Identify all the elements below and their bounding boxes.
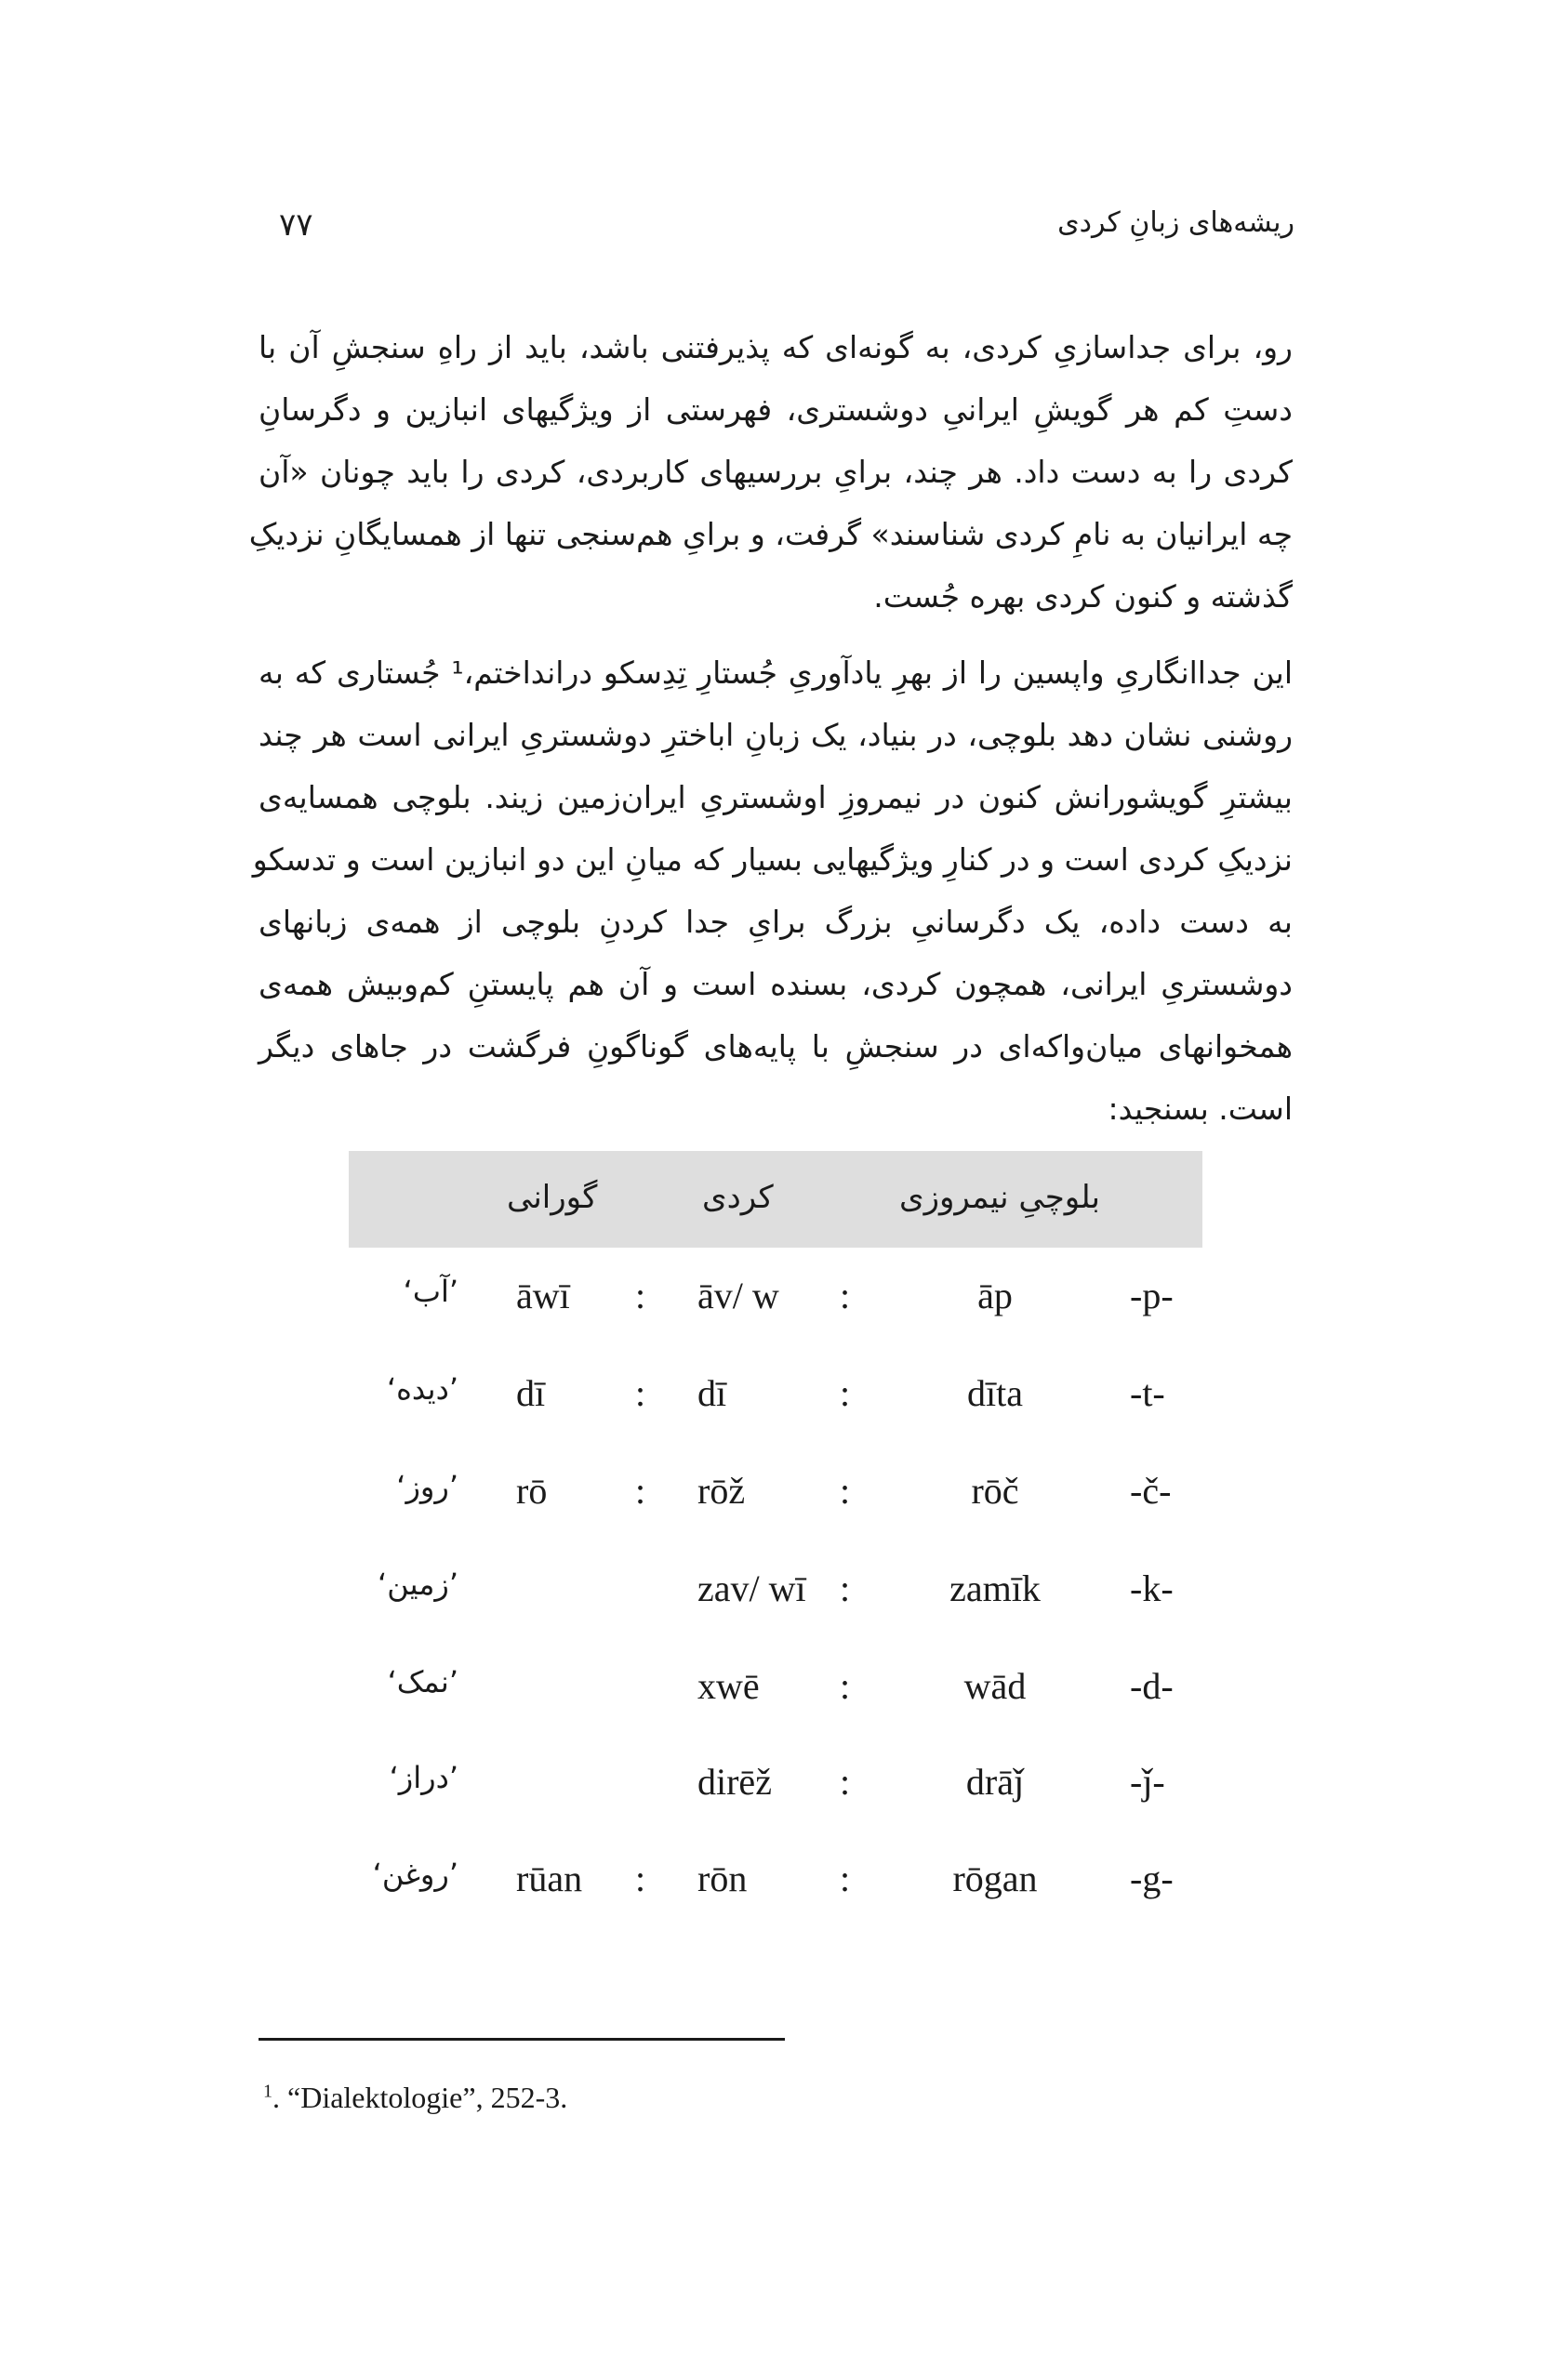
paragraph-line: کردی را به دست داد. هر چند، برایِ بررسیهای کاربردی، کردی را باید چونان «آن xyxy=(259,454,1293,490)
header-gorani: گورانی xyxy=(507,1179,598,1216)
paragraph-line: دستِ کم هر گویشِ ایرانیِ دوشستری، فهرستی از ویژگیهای انبازین و دگرسانِ xyxy=(259,391,1293,428)
table-row xyxy=(0,1274,1553,1329)
gloss-cell: ’نمک‘ xyxy=(387,1664,458,1699)
phoneme-cell: -d- xyxy=(1130,1665,1174,1707)
separator-colon: : xyxy=(840,1470,851,1512)
paragraph-line: گذشته و کنون کردی بهره جُست. xyxy=(873,578,1293,615)
gorani-cell: rūan xyxy=(516,1858,583,1899)
paragraph-line: همخوانهای میان‌واکه‌ای در سنجشِ با پایه‌های گوناگونِ فرگشت در جاهای دیگر xyxy=(259,1028,1293,1064)
table-row xyxy=(0,1760,1553,1816)
table-row xyxy=(0,1469,1553,1525)
kurdi-cell: dī xyxy=(697,1372,727,1414)
separator-colon: : xyxy=(840,1665,851,1707)
separator-colon: : xyxy=(635,1858,646,1899)
paragraph-2 xyxy=(252,641,1293,1140)
separator-colon: : xyxy=(840,1858,851,1899)
table-row xyxy=(0,1664,1553,1720)
table-row xyxy=(0,1567,1553,1622)
baluchi-cell: drāǰ xyxy=(965,1761,1025,1803)
baluchi-cell: dīta xyxy=(967,1372,1023,1414)
kurdi-cell: dirēž xyxy=(697,1761,772,1803)
gloss-cell: ’روغن‘ xyxy=(372,1857,458,1892)
paragraph-line: این جداانگاریِ واپسین را از بهرِ یادآوریِ جُستارِ تِدِسکو درانداختم،¹ جُستاری که به xyxy=(259,654,1293,691)
separator-colon: : xyxy=(635,1372,646,1414)
separator-colon: : xyxy=(635,1275,646,1316)
gloss-cell: ’دیده‘ xyxy=(386,1371,458,1407)
phoneme-cell: -t- xyxy=(1130,1372,1165,1414)
gloss-cell: ’دراز‘ xyxy=(389,1760,458,1795)
footnote xyxy=(263,2081,567,2115)
baluchi-cell: zamīk xyxy=(949,1567,1041,1609)
running-head: ریشه‌های زبانِ کردی xyxy=(1057,206,1294,239)
page-number: ۷۷ xyxy=(279,206,313,244)
kurdi-cell: āv/ w xyxy=(697,1275,779,1316)
phoneme-cell: -ǰ- xyxy=(1130,1761,1165,1803)
table-row xyxy=(0,1371,1553,1427)
footnote-divider xyxy=(259,2038,785,2041)
kurdi-cell: rōž xyxy=(697,1470,746,1512)
paragraph-1 xyxy=(248,316,1293,628)
footnote-text: . “Dialektologie”, 252-3. xyxy=(272,2081,568,2114)
baluchi-cell: rōgan xyxy=(952,1858,1038,1899)
paragraph-line: چه ایرانیان به نامِ کردی شناسند» گرفت، و برایِ هم‌سنجی تنها از همسایگانِ نزدیکِ xyxy=(248,516,1293,552)
header-kurdi: کردی xyxy=(702,1179,774,1216)
baluchi-cell: āp xyxy=(977,1275,1013,1316)
paragraph-line: است. بسنجید: xyxy=(1108,1091,1293,1127)
separator-colon: : xyxy=(840,1567,851,1609)
gorani-cell: rō xyxy=(516,1470,548,1512)
gloss-cell: ’آب‘ xyxy=(403,1274,458,1309)
baluchi-cell: wād xyxy=(963,1665,1027,1707)
gloss-cell: ’روز‘ xyxy=(396,1469,458,1504)
phoneme-cell: -k- xyxy=(1130,1567,1174,1609)
paragraph-line: بیشترِ گویشورانش کنون در نیمروزِ اوشستریِ ایران‌زمین زیند. بلوچی همسایه‌ی xyxy=(259,779,1293,815)
paragraph-line: به دست داده، یک دگرسانیِ بزرگ برایِ جدا کردنِ بلوچی از همه‌ی زبانهای xyxy=(259,904,1293,940)
gorani-cell: dī xyxy=(516,1372,546,1414)
gorani-cell: āwī xyxy=(516,1275,570,1316)
comparison-table-header xyxy=(349,1151,1202,1248)
gloss-cell: ’زمین‘ xyxy=(378,1567,458,1602)
kurdi-cell: zav/ wī xyxy=(697,1567,806,1609)
phoneme-cell: -g- xyxy=(1130,1858,1174,1899)
separator-colon: : xyxy=(840,1275,851,1316)
paragraph-line: نزدیکِ کردی است و در کنارِ ویژگیهایی بسیار که میانِ این دو انبازین است و تدسکو xyxy=(252,841,1293,878)
separator-colon: : xyxy=(840,1372,851,1414)
table-row xyxy=(0,1857,1553,1912)
header-baluchi: بلوچیِ نیمروزی xyxy=(898,1179,1100,1216)
paragraph-line: رو، برای جداسازیِ کردی، به گونه‌ای که پذیرفتنی باشد، باید از راهِ سنجشِ آن با xyxy=(259,329,1293,365)
phoneme-cell: -č- xyxy=(1130,1470,1172,1512)
separator-colon: : xyxy=(840,1761,851,1803)
baluchi-cell: rōč xyxy=(971,1470,1019,1512)
footnote-marker: 1 xyxy=(263,2081,272,2102)
paragraph-line: روشنی نشان دهد بلوچی، در بنیاد، یک زبانِ اباخترِ دوشستریِ ایرانی است هر چند xyxy=(259,717,1293,753)
kurdi-cell: xwē xyxy=(697,1665,760,1707)
kurdi-cell: rōn xyxy=(697,1858,748,1899)
separator-colon: : xyxy=(635,1470,646,1512)
phoneme-cell: -p- xyxy=(1130,1275,1174,1316)
paragraph-line: دوشستریِ ایرانی، همچون کردی، بسنده است و آن هم پایستنِ کم‌وبیش همه‌ی xyxy=(259,966,1293,1002)
